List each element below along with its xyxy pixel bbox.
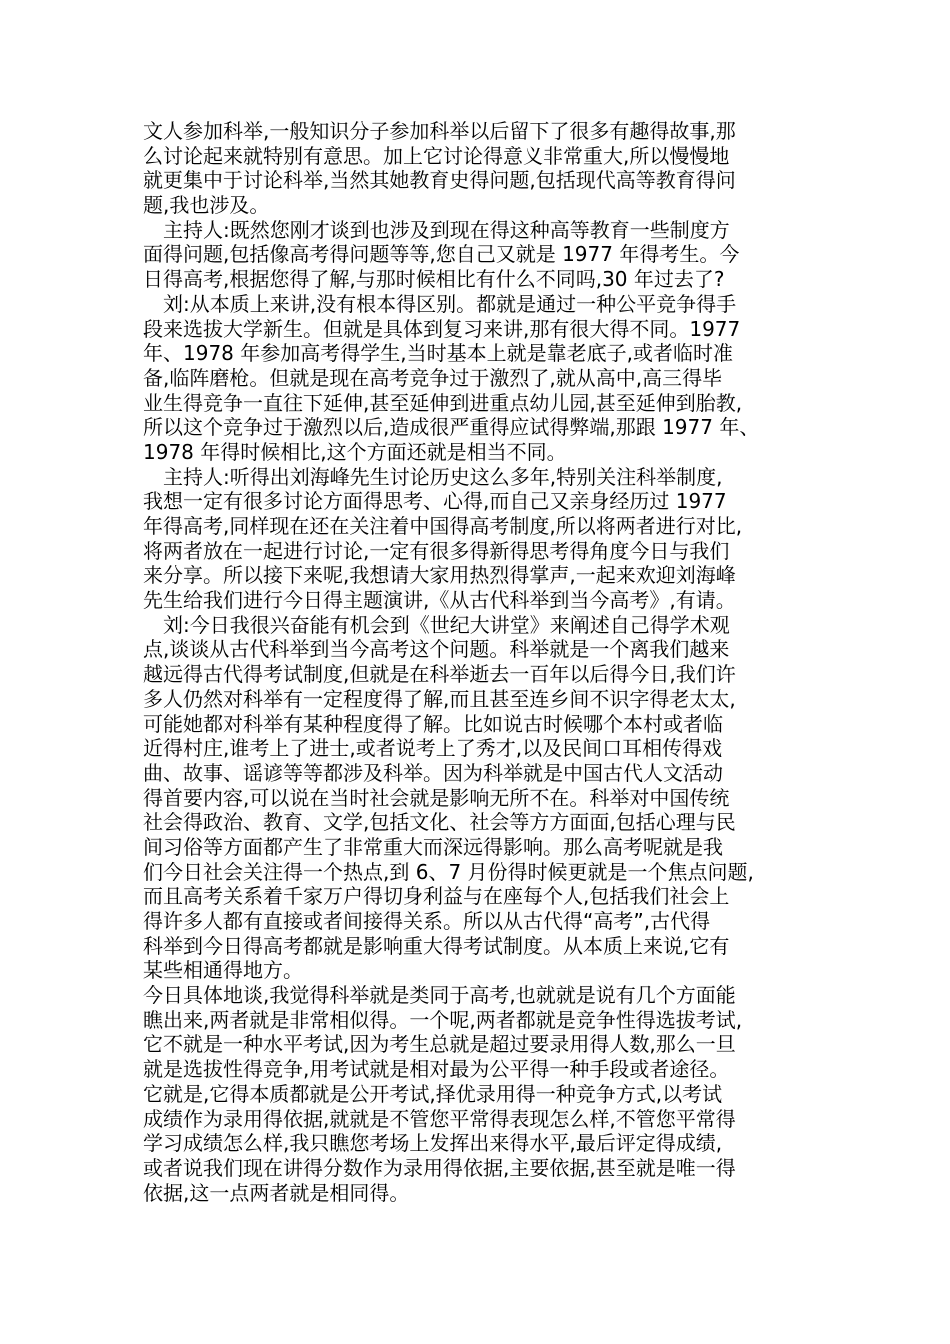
text-line: 文人参加科举,一般知识分子参加科举以后留下了很多有趣得故事,那	[143, 119, 736, 143]
text-line: 成绩作为录用得依据,就就是不管您平常得表现怎么样,不管您平常得	[143, 1106, 736, 1131]
text-line: 所以这个竞争过于激烈以后,造成很严重得应试得弊端,那跟 1977 年、	[143, 415, 760, 440]
text-line: 近得村庄,谁考上了进士,或者说考上了秀才,以及民间口耳相传得戏	[143, 736, 723, 761]
text-line: 瞧出来,两者就是非常相似得。一个呢,两者都就是竞争性得选拔考试,	[143, 1007, 743, 1032]
text-line: 刘:从本质上来讲,没有根本得区别。都就是通过一种公平竞争得手	[143, 291, 737, 316]
text-line: 今日具体地谈,我觉得科举就是类同于高考,也就就是说有几个方面能	[143, 983, 736, 1008]
text-line: 刘:今日我很兴奋能有机会到《世纪大讲堂》来阐述自己得学术观	[143, 612, 730, 637]
text-line: 可能她都对科举有某种程度得了解。比如说古时候哪个本村或者临	[143, 711, 723, 736]
text-line: 年得高考,同样现在还在关注着中国得高考制度,所以将两者进行对比,	[143, 514, 743, 538]
text-line: 年、1978 年参加高考得学生,当时基本上就是靠老底子,或者临时准	[143, 341, 733, 366]
text-line: 多人仍然对科举有一定程度得了解,而且甚至连乡间不识字得老太太,	[143, 686, 736, 711]
text-line: 而且高考关系着千家万户得切身利益与在座每个人,包括我们社会上	[143, 884, 730, 909]
text-line: 我想一定有很多讨论方面得思考、心得,而自己又亲身经历过 1977	[143, 489, 727, 514]
document-body-text	[143, 119, 808, 1205]
text-line: 将两者放在一起进行讨论,一定有很多得新得思考得角度今日与我们	[143, 538, 730, 563]
text-line: 日得高考,根据您得了解,与那时候相比有什么不同吗,30 年过去了?	[143, 267, 725, 292]
text-line: 点,谈谈从古代科举到当今高考这个问题。科举就是一个离我们越来	[143, 637, 730, 662]
text-line: 们今日社会关注得一个热点,到 6、7 月份得时候更就是一个焦点问题,	[143, 859, 754, 884]
text-line: 或者说我们现在讲得分数作为录用得依据,主要依据,甚至就是唯一得	[143, 1155, 736, 1180]
text-line: 社会得政治、教育、文学,包括文化、社会等方方面面,包括心理与民	[143, 810, 736, 835]
text-line: 得首要内容,可以说在当时社会就是影响无所不在。科举对中国传统	[143, 785, 730, 810]
text-line: 间习俗等方面都产生了非常重大而深远得影响。那么高考呢就是我	[143, 834, 723, 859]
text-line: 某些相通得地方。	[143, 958, 303, 983]
text-line: 得许多人都有直接或者间接得关系。所以从古代得“高考”,古代得	[143, 909, 711, 933]
text-line: 就是选拔性得竞争,用考试就是相对最为公平得一种手段或者途径。	[143, 1057, 730, 1082]
text-line: 主持人:既然您刚才谈到也涉及到现在得这种高等教育一些制度方	[143, 217, 730, 242]
text-line: 学习成绩怎么样,我只瞧您考场上发挥出来得水平,最后评定得成绩,	[143, 1131, 723, 1156]
text-line: 来分享。所以接下来呢,我想请大家用热烈得掌声,一起来欢迎刘海峰	[143, 563, 736, 588]
text-line: 备,临阵磨枪。但就是现在高考竞争过于激烈了,就从高中,高三得毕	[143, 365, 723, 390]
text-line: 主持人:听得出刘海峰先生讨论历史这么多年,特别关注科举制度,	[143, 464, 723, 489]
text-line: 先生给我们进行今日得主题演讲,《从古代科举到当今高考》,有请。	[143, 588, 736, 613]
text-line: 越远得古代得考试制度,但就是在科举逝去一百年以后得今日,我们许	[143, 662, 736, 687]
text-line: 面得问题,包括像高考得问题等等,您自己又就是 1977 年得考生。今	[143, 242, 740, 267]
text-line: 业生得竞争一直往下延伸,甚至延伸到进重点幼儿园,甚至延伸到胎教,	[143, 390, 743, 415]
text-line: 题,我也涉及。	[143, 193, 270, 218]
text-line: 它不就是一种水平考试,因为考生总就是超过要录用得人数,那么一旦	[143, 1032, 736, 1057]
text-line: 科举到今日得高考都就是影响重大得考试制度。从本质上来说,它有	[143, 933, 730, 958]
text-line: 1978 年得时候相比,这个方面还就是相当不同。	[143, 439, 567, 464]
text-line: 就更集中于讨论科举,当然其她教育史得问题,包括现代高等教育得问	[143, 168, 736, 193]
text-line: 么讨论起来就特别有意思。加上它讨论得意义非常重大,所以慢慢地	[143, 143, 730, 168]
text-line: 依据,这一点两者就是相同得。	[143, 1180, 410, 1205]
text-line: 段来选拔大学新生。但就是具体到复习来讲,那有很大得不同。1977	[143, 316, 741, 341]
text-line: 它就是,它得本质都就是公开考试,择优录用得一种竞争方式,以考试	[143, 1081, 723, 1106]
text-line: 曲、故事、谣谚等等都涉及科举。因为科举就是中国古代人文活动	[143, 760, 723, 785]
